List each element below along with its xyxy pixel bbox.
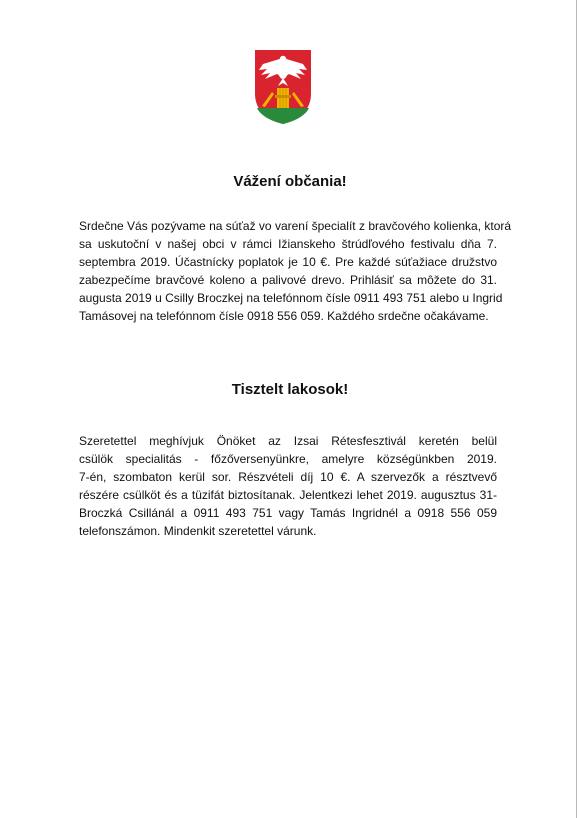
hungarian-notice-heading: Tisztelt lakosok! (231, 381, 349, 398)
paragraph-line: Broczká Csillánál a 0911 493 751 vagy Tamás Ingridnél a 0918 556 059 (79, 506, 497, 520)
paragraph-line: sa uskutoční v našej obci v rámci Ižianskeho štrúdľového festivalu dňa 7. (79, 237, 497, 251)
paragraph-line: Tamásovej na telefónnom čísle 0918 556 059. Každého srdečne očakávame. (79, 309, 489, 323)
municipal-coat-of-arms-icon (253, 48, 313, 126)
paragraph-line: csülök specialitás - főzőversenyünkre, amelyre községünkben 2019. (79, 452, 497, 466)
paragraph-line: zabezpečíme bravčové koleno a palivové drevo. Prihlásiť sa môžete do 31. (79, 273, 497, 287)
slovak-notice-paragraph (79, 217, 512, 325)
scan-edge-line (576, 0, 577, 818)
paragraph-line: 7-én, szombaton kerül sor. Részvételi díj 10 €. A szervezők a résztvevő (79, 470, 497, 484)
paragraph-line: részére csülköt és a tüzifát biztosítanak. Jelentkezi lehet 2019. augusztus 31- (79, 488, 497, 502)
paragraph-line: augusta 2019 u Csilly Broczkej na telefónnom čísle 0911 493 751 alebo u Ingrid (79, 291, 503, 305)
paragraph-line: telefonszámon. Mindenkit szeretettel várunk. (79, 524, 317, 538)
paragraph-line: Szeretettel meghívjuk Önöket az Izsai Rétesfesztivál keretén belül (79, 434, 497, 448)
paragraph-line: Srdečne Vás pozývame na súťaž vo varení špecialít z bravčového kolienka, ktorá (79, 219, 512, 233)
slovak-notice-heading: Vážení občania! (233, 173, 347, 190)
paragraph-line: septembra 2019. Účastnícky poplatok je 10 €. Pre každé súťažiace družstvo (79, 255, 497, 269)
hungarian-notice-paragraph (79, 432, 497, 540)
